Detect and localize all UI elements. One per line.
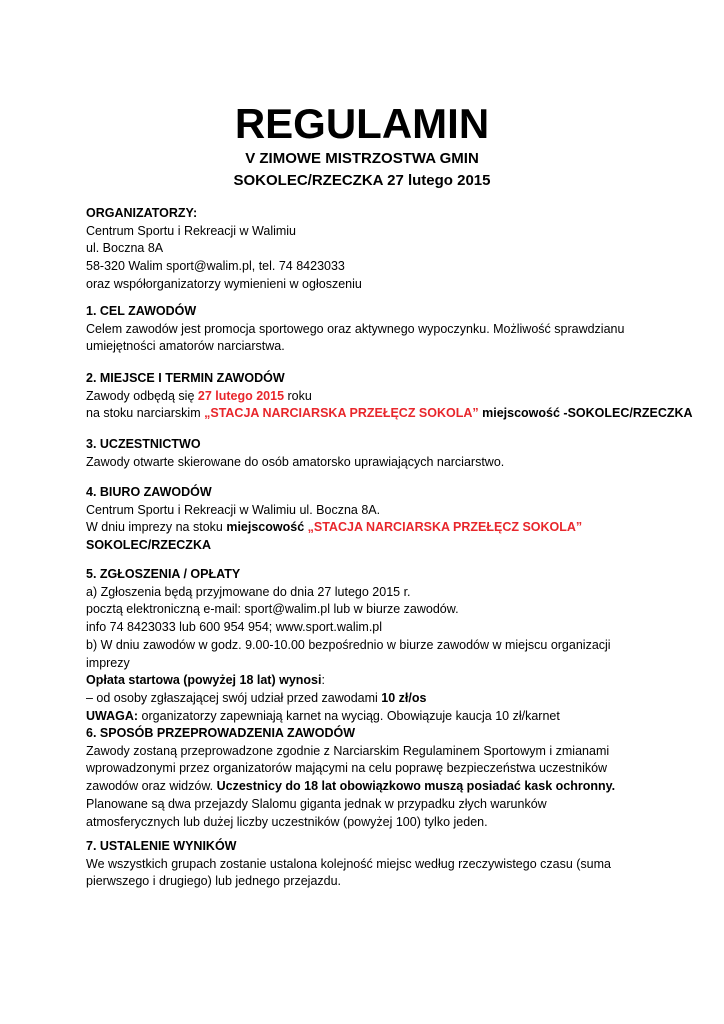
section-2-text: roku bbox=[284, 388, 312, 403]
organizers-section bbox=[86, 205, 646, 294]
section-5-text: b) W dniu zawodów w godz. 9.00-10.00 bezpośrednio w biurze zawodów w miejscu organizacji bbox=[86, 637, 611, 652]
venue-location: miejscowość -SOKOLEC/RZECZKA bbox=[478, 406, 693, 421]
venue-name: „STACJA NARCIARSKA PRZEŁĘCZ SOKOLA” bbox=[204, 406, 479, 421]
section-4-address: Centrum Sportu i Rekreacji w Walimiu ul. Boczna 8A. bbox=[86, 502, 381, 517]
section-2-date-line bbox=[86, 388, 646, 406]
document-subtitle-line2: SOKOLEC/RZECZKA 27 lutego 2015 bbox=[233, 172, 491, 189]
organizers-line: oraz współorganizatorzy wymienieni w ogłoszeniu bbox=[86, 276, 362, 291]
section-2-heading: 2. MIEJSCE I TERMIN ZAWODÓW bbox=[86, 371, 285, 385]
section-4-office bbox=[86, 484, 646, 555]
organizers-line: Centrum Sportu i Rekreacji w Walimiu bbox=[86, 223, 297, 238]
organizers-line: 58-320 Walim sport@walim.pl, tel. 74 8423033 bbox=[86, 259, 345, 274]
event-date: 27 lutego 2015 bbox=[197, 388, 285, 403]
section-6-procedure bbox=[86, 725, 646, 831]
section-2-text: na stoku narciarskim bbox=[86, 406, 205, 421]
section-4-text: W dniu imprezy na stoku bbox=[86, 520, 227, 535]
section-6-helmet-line bbox=[86, 778, 646, 796]
organizers-line: ul. Boczna 8A bbox=[86, 241, 164, 256]
entry-fee-colon: : bbox=[321, 673, 325, 688]
section-5-text: imprezy bbox=[86, 655, 130, 670]
section-6-text: wprowadzonymi przez organizatorów mającymi na celu poprawę bezpieczeństwa uczestników bbox=[86, 761, 608, 776]
section-5-registration bbox=[86, 566, 646, 725]
note-text: organizatorzy zapewniają karnet na wyciąg. Obowiązuje kaucja 10 zł/karnet bbox=[138, 708, 560, 723]
section-3-participation bbox=[86, 436, 646, 471]
entry-fee-heading bbox=[86, 672, 646, 690]
document-title: REGULAMIN bbox=[234, 100, 490, 147]
section-3-heading: 3. UCZESTNICTWO bbox=[86, 437, 201, 451]
section-2-venue-line bbox=[86, 405, 693, 423]
note-label: UWAGA: bbox=[86, 708, 139, 723]
section-1-text: umiejętności amatorów narciarstwa. bbox=[86, 339, 285, 354]
section-4-venue-line bbox=[86, 519, 646, 537]
entry-fee-line bbox=[86, 690, 646, 708]
section-2-text: Zawody odbędą się bbox=[86, 388, 198, 403]
section-5-text: pocztą elektroniczną e-mail: sport@walim.pl lub w biurze zawodów. bbox=[86, 602, 459, 617]
section-6-text: zawodów oraz widzów. bbox=[86, 779, 217, 794]
section-7-results bbox=[86, 838, 646, 891]
section-1-text: Celem zawodów jest promocja sportowego oraz aktywnego wypoczynku. Możliwość sprawdzianu bbox=[86, 321, 625, 336]
entry-fee-amount: 10 zł/os bbox=[381, 690, 427, 705]
helmet-requirement: Uczestnicy do 18 lat obowiązkowo muszą posiadać kask ochronny. bbox=[216, 779, 616, 794]
section-6-text: Planowane są dwa przejazdy Slalomu giganta jednak w przypadku złych warunków bbox=[86, 796, 547, 811]
organizers-heading: ORGANIZATORZY: bbox=[86, 206, 198, 220]
section-3-text: Zawody otwarte skierowane do osób amatorsko uprawiających narciarstwo. bbox=[86, 454, 505, 469]
section-6-text: Zawody zostaną przeprowadzone zgodnie z Narciarskim Regulaminem Sportowym i zmianami bbox=[86, 743, 610, 758]
section-1-goal bbox=[86, 303, 646, 356]
section-4-bold-text: miejscowość bbox=[226, 520, 308, 535]
section-5-text: info 74 8423033 lub 600 954 954; www.sport.walim.pl bbox=[86, 620, 383, 635]
document-subtitle-line1: V ZIMOWE MISTRZOSTWA GMIN bbox=[245, 150, 479, 167]
entry-fee-label: Opłata startowa (powyżej 18 lat) wynosi bbox=[86, 673, 322, 688]
section-1-heading: 1. CEL ZAWODÓW bbox=[86, 304, 197, 318]
section-4-heading: 4. BIURO ZAWODÓW bbox=[86, 485, 212, 499]
section-7-text: pierwszego i drugiego) lub jednego przejazdu. bbox=[86, 874, 342, 889]
section-4-location: SOKOLEC/RZECZKA bbox=[86, 538, 211, 553]
section-5-heading: 5. ZGŁOSZENIA / OPŁATY bbox=[86, 567, 241, 581]
venue-name: „STACJA NARCIARSKA PRZEŁĘCZ SOKOLA” bbox=[307, 520, 583, 535]
section-6-heading: 6. SPOSÓB PRZEPROWADZENIA ZAWODÓW bbox=[86, 726, 355, 740]
section-7-heading: 7. USTALENIE WYNIKÓW bbox=[86, 839, 237, 853]
section-6-text: atmosferycznych lub dużej liczby uczestników (powyżej 100) tylko jeden. bbox=[86, 814, 488, 829]
section-7-text: We wszystkich grupach zostanie ustalona kolejność miejsc według rzeczywistego czasu (suma bbox=[86, 856, 611, 871]
note-line bbox=[86, 708, 646, 726]
section-2-place-date bbox=[86, 370, 693, 423]
section-5-text: a) Zgłoszenia będą przyjmowane do dnia 27 lutego 2015 r. bbox=[86, 584, 411, 599]
entry-fee-text: – od osoby zgłaszającej swój udział przed zawodami bbox=[86, 690, 382, 705]
